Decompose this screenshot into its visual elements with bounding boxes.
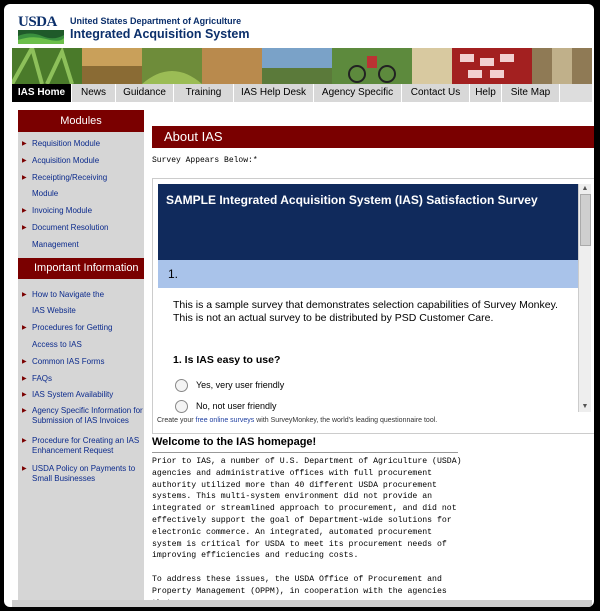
survey-footer: Create your free online surveys with SurveyMonkey, the world's leading questionnaire tool. [157,417,438,424]
tab-contact-us[interactable]: Contact Us [402,84,470,102]
bullet-icon: ▶ [22,325,27,332]
paragraph: To address these issues, the USDA Office of Procurement and Property Management (OPPM), in cooperation with the agencies [152,575,447,596]
bullet-icon: ▶ [22,466,27,473]
bullet-icon: ▶ [22,392,27,399]
sidebar-item-document-resolution-cont[interactable]: Management [32,239,79,249]
bullet-icon: ▶ [22,408,27,415]
sidebar-item-enhancement[interactable]: ▶ Procedure for Creating an IAS Enhancement Request [22,436,140,456]
sidebar-item-access-cont[interactable]: Access to IAS [32,339,82,349]
survey-title: SAMPLE Integrated Acquisition System (IAS) Satisfaction Survey [158,184,578,260]
tab-news[interactable]: News [72,84,116,102]
sidebar [18,110,144,607]
tab-help[interactable]: Help [470,84,502,102]
survey-label: Survey Appears Below:* [152,156,258,165]
scroll-up-icon[interactable]: ▲ [581,185,589,192]
sidebar-item-receipting[interactable]: ▶ Receipting/Receiving [18,170,144,187]
sidebar-item-navigate-cont[interactable]: IAS Website [32,306,76,316]
sidebar-item-requisition[interactable]: ▶ Requisition Module [18,136,144,153]
bullet-icon: ▶ [22,157,27,164]
modules-list [18,132,144,258]
usda-logo-landscape-icon [18,30,64,44]
survey-scrollbar[interactable] [578,184,591,412]
bullet-icon: ▶ [22,141,27,147]
radio-button[interactable] [175,379,188,392]
bullet-icon: ▶ [22,375,27,382]
welcome-body [152,456,462,607]
tab-training[interactable]: Training [174,84,234,102]
usda-logo[interactable]: USDA [18,14,64,44]
sidebar-item-access[interactable]: ▶ Procedures for Getting [18,320,144,337]
scroll-thumb[interactable] [580,194,591,246]
tab-ias-home[interactable]: IAS Home [12,84,72,102]
sidebar-item-faqs[interactable]: ▶ FAQs [18,371,144,388]
important-info-heading: Important Information [18,258,144,279]
free-surveys-link[interactable]: free online surveys [195,417,255,424]
page-title: About IAS [152,126,594,148]
main-nav [12,84,592,102]
tab-agency-specific[interactable]: Agency Specific [314,84,402,102]
divider [152,452,458,453]
sidebar-item-receipting-cont[interactable]: Module [32,189,59,199]
sidebar-item-availability[interactable]: ▶ IAS System Availability [18,387,144,404]
survey-page-number: 1. [158,260,578,288]
sidebar-item-small-business[interactable]: ▶ USDA Policy on Payments to Small Businesses [22,464,136,484]
welcome-heading: Welcome to the IAS homepage! [152,436,317,448]
sidebar-item-forms[interactable]: ▶ Common IAS Forms [18,354,144,371]
system-title: Integrated Acquisition System [70,27,250,41]
survey-question: 1. Is IAS easy to use? [173,354,281,366]
bullet-icon: ▶ [22,291,27,298]
bullet-icon: ▶ [22,208,27,215]
survey-frame[interactable] [152,178,594,434]
survey-option-yes[interactable]: Yes, very user friendly [175,379,284,392]
sidebar-item-acquisition[interactable]: ▶ Acquisition Module [18,153,144,170]
sidebar-item-invoicing[interactable]: ▶ Invoicing Module [18,203,144,220]
tab-guidance[interactable]: Guidance [116,84,174,102]
survey-option-no[interactable]: No, not user friendly [175,400,277,413]
department-name: United States Department of Agriculture [70,16,242,26]
bullet-icon: ▶ [22,438,27,445]
browser-window [4,4,594,607]
bullet-icon: ▶ [22,224,27,231]
bullet-icon: ▶ [22,358,27,365]
sidebar-item-agency-invoices[interactable]: ▶ Agency Specific Information for Submission of IAS Invoices [22,406,143,426]
scroll-down-icon[interactable]: ▼ [581,403,589,410]
status-bar [12,600,592,607]
tab-ias-help-desk[interactable]: IAS Help Desk [234,84,314,102]
tab-site-map[interactable]: Site Map [502,84,560,102]
info-list [18,279,144,491]
sidebar-item-navigate[interactable]: ▶ How to Navigate the [18,287,144,304]
site-header [12,8,592,48]
banner-image [12,48,592,84]
bullet-icon: ▶ [22,174,27,181]
sidebar-item-document-resolution[interactable]: ▶ Document Resolution [18,220,144,237]
radio-button[interactable] [175,400,188,413]
survey-description: This is a sample survey that demonstrates selection capabilities of Survey Monkey. This is not an actual survey to be distributed by PSD Customer Care. [173,299,558,324]
photo-banner [12,48,592,84]
paragraph: Prior to IAS, a number of U.S. Department of Agriculture (USDA) agencies and administrative offices with full procurement authority utilized more than 40 different USDA procurement systems. This multi-system environment did not provide an integrated or streamlined approach to procurement, and did not effectively support the goal of Department-wide solutions for electronic commerce. An integrated, automated procurement system is critical for USDA to meet its procurement needs of improving efficiencies and reducing costs. [152,457,462,561]
modules-heading: Modules [18,110,144,132]
